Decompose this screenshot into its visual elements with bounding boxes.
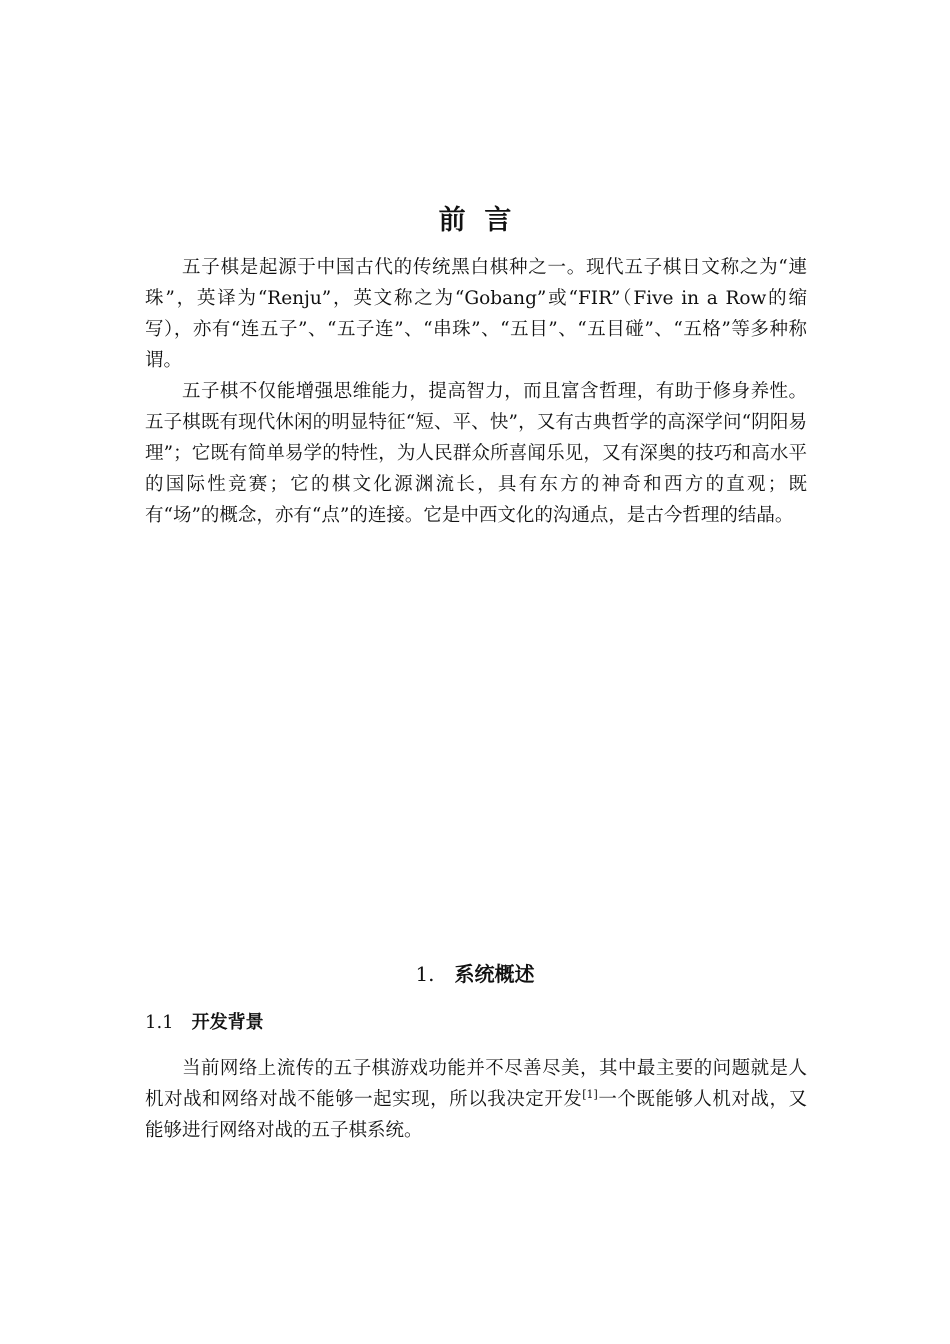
- subsection-1-1-heading: [145, 1008, 264, 1034]
- paragraph-text-after-ref: 一个既能够人机对战，又能够进行网络对战的五子棋系统。: [145, 1089, 807, 1141]
- citation-reference[interactable]: [1]: [582, 1087, 598, 1101]
- subsection-1-1-paragraph: [145, 1053, 807, 1146]
- paragraph-text-before-ref: 当前网络上流传的五子棋游戏功能并不尽善尽美，其中最主要的问题就是人机对战和网络对战不能够一起实现，所以我决定开发: [145, 1058, 807, 1110]
- subsection-1-1-title: 开发背景: [191, 1012, 264, 1033]
- section-1-heading: [0, 958, 950, 987]
- subsection-1-1-body: [145, 1053, 807, 1146]
- preface-body: [145, 252, 807, 531]
- section-1-number: 1.: [415, 962, 435, 986]
- preface-paragraph-1: 五子棋是起源于中国古代的传统黑白棋种之一。现代五子棋日文称之为“連珠”，英译为“Renju”，英文称之为“Gobang”或“FIR”（Five in a Row的缩写），亦有“连五子”、“五子连”、“串珠”、“五目”、“五目碰”、“五格”等多种称谓。: [145, 257, 807, 371]
- subsection-1-1-number: 1.1: [145, 1012, 174, 1033]
- preface-paragraph-2: 五子棋不仅能增强思维能力，提高智力，而且富含哲理，有助于修身养性。五子棋既有现代休闲的明显特征“短、平、快”，又有古典哲学的高深学问“阴阳易理”；它既有简单易学的特性，为人民群众所喜闻乐见，又有深奥的技巧和高水平的国际性竞赛；它的棋文化源渊流长，具有东方的神奇和西方的直观；既有“场”的概念，亦有“点”的连接。它是中西文化的沟通点，是古今哲理的结晶。: [145, 381, 807, 526]
- preface-title: 前 言: [438, 205, 512, 236]
- section-1-title: 系统概述: [454, 962, 535, 986]
